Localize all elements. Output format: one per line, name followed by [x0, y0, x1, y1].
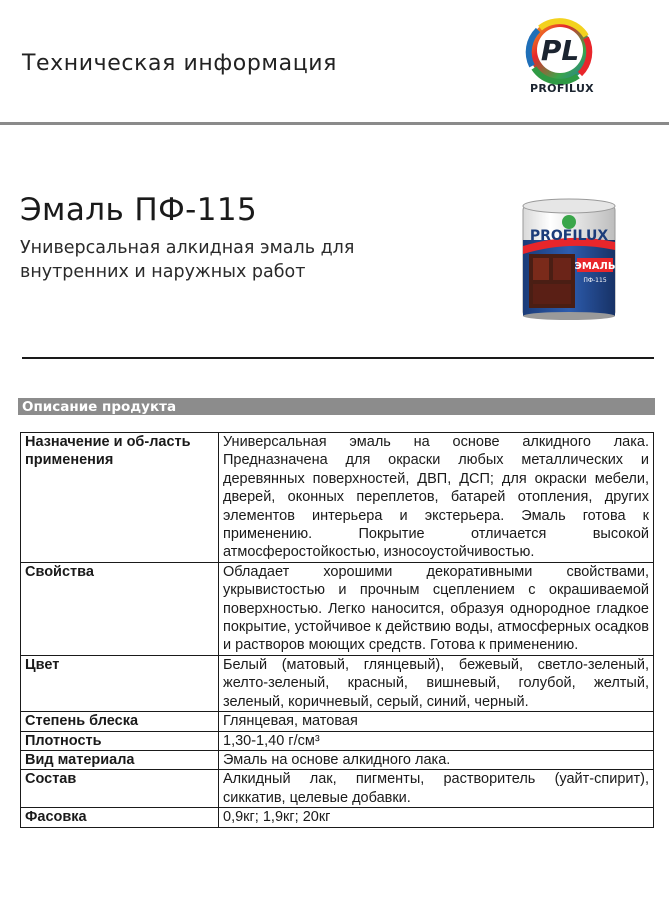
row-value: Алкидный лак, пигменты, растворитель (уайт-спирит), сиккатив, целевые добавки.: [219, 770, 654, 808]
table-row: [21, 562, 654, 655]
row-key: Состав: [21, 770, 219, 808]
row-value: 1,30-1,40 г/см³: [219, 731, 654, 750]
paint-can-image: [515, 196, 623, 320]
row-key: Свойства: [21, 562, 219, 655]
section-header: [18, 398, 655, 415]
table-row: [21, 770, 654, 808]
row-key: Фасовка: [21, 808, 219, 827]
row-key: Вид материала: [21, 750, 219, 769]
product-subtitle: Универсальная алкидная эмаль для внутренних и наружных работ: [20, 238, 355, 282]
title-divider: [22, 357, 654, 359]
row-key: Цвет: [21, 655, 219, 711]
table-row: [21, 731, 654, 750]
row-value: Белый (матовый, глянцевый), бежевый, светло-зеленый, желто-зеленый, красный, вишневый, голубой, желтый, зеленый, коричневый, серый, синий, черный.: [219, 655, 654, 711]
svg-text:PL: PL: [540, 34, 580, 67]
spec-table: [20, 432, 654, 828]
table-row: [21, 433, 654, 563]
row-key: Плотность: [21, 731, 219, 750]
row-key: Назначение и об-ласть применения: [21, 433, 219, 563]
table-row: [21, 808, 654, 827]
row-value: Обладает хорошими декоративными свойствами, укрывистостью и прочным сцеплением с окрашиваемой поверхностью. Легко наносится, образуя однородное гладкое покрытие, устойчивое к действию воды, атмосферных осадков и растворов моющих средств. Готова к применению.: [219, 562, 654, 655]
row-value: Универсальная эмаль на основе алкидного лака. Предназначена для окраски любых металлических и деревянных поверхностей, ДВП, ДСП; для окраски мебели, дверей, оконных переплетов, батарей отопления, других элементов интерьера и экстерьера. Эмаль готова к применению. Покрытие отличается высокой атмосферостойкостью, износоустойчивостью.: [219, 433, 654, 563]
svg-text:ЭМАЛЬ: ЭМАЛЬ: [574, 261, 616, 272]
svg-text:PROFILUX: PROFILUX: [529, 228, 609, 244]
logo-wordmark: PROFILUX: [530, 82, 594, 95]
row-value: Глянцевая, матовая: [219, 712, 654, 731]
page-title: Техническая информация: [22, 51, 338, 76]
svg-text:ПФ-115: ПФ-115: [583, 277, 607, 284]
table-row: [21, 655, 654, 711]
header-divider: [0, 122, 669, 125]
row-value: Эмаль на основе алкидного лака.: [219, 750, 654, 769]
table-row: [21, 750, 654, 769]
product-title: Эмаль ПФ-115: [20, 192, 258, 228]
table-row: [21, 712, 654, 731]
row-key: Степень блеска: [21, 712, 219, 731]
row-value: 0,9кг; 1,9кг; 20кг: [219, 808, 654, 827]
section-title: Описание продукта: [22, 399, 177, 415]
